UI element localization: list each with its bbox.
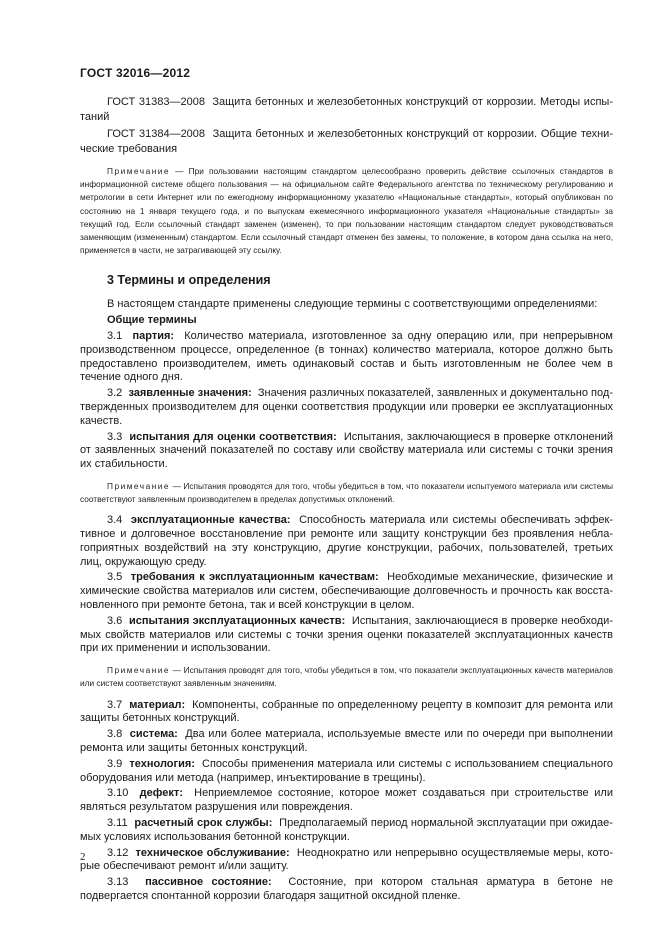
term-entry [80, 787, 613, 815]
page-content [80, 95, 613, 906]
note-text: — Испытания проводятся для того, чтобы убедиться в том, что показатели испытуемого материала или системы соответствуют заявленным производителем в пределах допустимых отклонений. [80, 480, 613, 505]
note-block [80, 664, 613, 690]
document-header: ГОСТ 32016—2012 [80, 66, 191, 80]
term-entry [80, 615, 613, 656]
term-name: пассивное состояние: [145, 876, 272, 889]
term-number: 3.12 [107, 846, 129, 859]
term-entry [80, 571, 613, 612]
page-number: 2 [80, 851, 86, 863]
subheading: Общие термины [107, 313, 197, 326]
reference-title: Защита бетонных и железобетонных конструкций от коррозии. Общие технические требования [80, 128, 614, 155]
term-entry [80, 817, 613, 845]
reference-code: ГОСТ 31383—2008 [107, 96, 205, 108]
term-definition: Предполагаемый период нормальной эксплуатации при ожидаемых условиях использования бетонной конструкции. [80, 817, 613, 843]
reference-title: Защита бетонных и железобетонных конструкций от коррозии. Методы испытаний [80, 96, 613, 123]
term-number: 3.5 [107, 571, 123, 584]
term-definition: Испытания, заключающиеся в проверке отклонений от заявленных значений показателей по составу или свойству материала или системы с точки зрения их стабильности. [80, 430, 613, 471]
term-entry [80, 876, 613, 904]
note-text: — Испытания проводят для того, чтобы убедиться в том, что показатели эксплуатационных качеств материалов или систем соответствуют заявленным значениям. [80, 665, 613, 689]
term-name: требования к эксплуатационным качествам: [130, 571, 379, 584]
term-entry [80, 758, 613, 786]
term-number: 3.2 [107, 387, 123, 400]
term-entry [80, 387, 613, 428]
section-intro: В настоящем стандарте применены следующие термины с соответствующими определениями: [107, 298, 598, 311]
term-name: заявленные значения: [128, 387, 252, 400]
term-number: 3.4 [107, 514, 123, 527]
term-name: испытания эксплуатационных качеств: [128, 614, 346, 627]
term-number: 3.13 [107, 876, 129, 889]
note-block [80, 480, 613, 506]
term-entry [80, 431, 613, 472]
normative-reference [80, 95, 613, 124]
term-definition: Значения различных показателей, заявленных и документально подтвержденных производителем для оценки соответствия продукции или проверки ее эксплуатационных качеств. [80, 387, 613, 427]
term-name: эксплуатационные качества: [130, 514, 291, 527]
term-definition: Необходимые механические, физические и химические свойства материалов или систем, обеспечивающие долговечность и прочность как восстановленного при ремонте бетона, так и всей конструкции в целом. [80, 571, 613, 612]
term-number: 3.3 [107, 430, 123, 443]
term-name: дефект: [139, 787, 183, 800]
term-number: 3.10 [107, 787, 129, 800]
term-entry [80, 847, 613, 875]
term-definition: Компоненты, собранные по определенному рецепту в композит для ремонта или защиты бетонных конструкций. [80, 698, 613, 725]
term-number: 3.8 [107, 728, 123, 741]
term-definition: Количество материала, изготовленное за одну операцию или, при непрерывном производственном процессе, определенное (в тоннах) количество материала, которое должно быть предоставлено производителем, иметь одинаковый состав и быть изготовленным не более чем в течение одного дня. [80, 329, 613, 384]
note-label: Примечание [107, 665, 171, 676]
note-label: Примечание [107, 166, 171, 176]
term-definition: Состояние, при котором стальная арматура в бетоне не подвергается спонтанной коррозии благодаря защитной оксидной пленке. [80, 876, 613, 903]
term-number: 3.11 [107, 817, 128, 830]
term-name: технология: [129, 757, 195, 770]
term-entry [80, 514, 613, 569]
term-definition: Способы применения материала или системы с использованием специального оборудования или метода (например, инъектирование в трещины). [80, 757, 613, 784]
term-name: партия: [132, 329, 175, 342]
term-number: 3.6 [107, 614, 123, 627]
term-entry [80, 699, 613, 727]
term-name: материал: [129, 698, 186, 711]
note-label: Примечание [107, 480, 171, 491]
term-number: 3.9 [107, 757, 123, 770]
term-name: система: [129, 728, 178, 741]
term-definition: Испытания, заключающиеся в проверке необходимых свойств материалов или системы с точки зрения оценки показателей эксплуатационных качеств при их применении и использовании. [80, 614, 613, 655]
section-title: 3 Термины и определения [107, 273, 271, 288]
note-block [80, 165, 613, 257]
term-entry [80, 728, 613, 756]
term-name: испытания для оценки соответствия: [129, 430, 337, 443]
term-name: техническое обслуживание: [135, 846, 290, 859]
term-number: 3.7 [107, 698, 123, 711]
term-name: расчетный срок службы: [134, 817, 273, 830]
term-definition: Способность материала или системы обеспечивать эффективное и долговечное восстановление при ремонте или защиту конструкции без проявления неблагоприятных воздействий на эту конструкцию, другие конструкции, рабочих, пользователей, третьих лиц, окружающую среду. [80, 514, 613, 568]
normative-reference [80, 127, 613, 156]
term-definition: Неприемлемое состояние, которое может создаваться при строительстве или являться результатом разрушения или повреждения. [80, 787, 613, 814]
reference-code: ГОСТ 31384—2008 [107, 128, 206, 140]
term-number: 3.1 [107, 329, 123, 342]
term-definition: Два или более материала, используемые вместе или по очереди при выполнении ремонта или защиты бетонных конструкций. [80, 728, 613, 755]
note-text: — При пользовании настоящим стандартом целесообразно проверить действие ссылочных стандартов в информационной системе общего пользования — на официальном сайте Федерального агентства по техническому регулированию и метрологии в сети Интернет или по ежегодному информационному указателю «Национальные стандарты», который опубликован по состоянию на 1 января текущего года, и по выпускам ежемесячного информационного указателя «Национальные стандарты» за текущий год. Если ссылочный стандарт заменен (изменен), то при пользовании настоящим стандартом следует руководствоваться заменяющим (измененным) стандартом. Если ссылочный стандарт отменен без замены, то положение, в котором дана ссылка на него, применяется в части, не затрагивающей эту ссылку. [80, 166, 613, 256]
term-definition: Неоднократно или непрерывно осуществляемые меры, которые обеспечивают ремонт и/или защиту. [80, 846, 613, 873]
term-entry [80, 330, 613, 385]
